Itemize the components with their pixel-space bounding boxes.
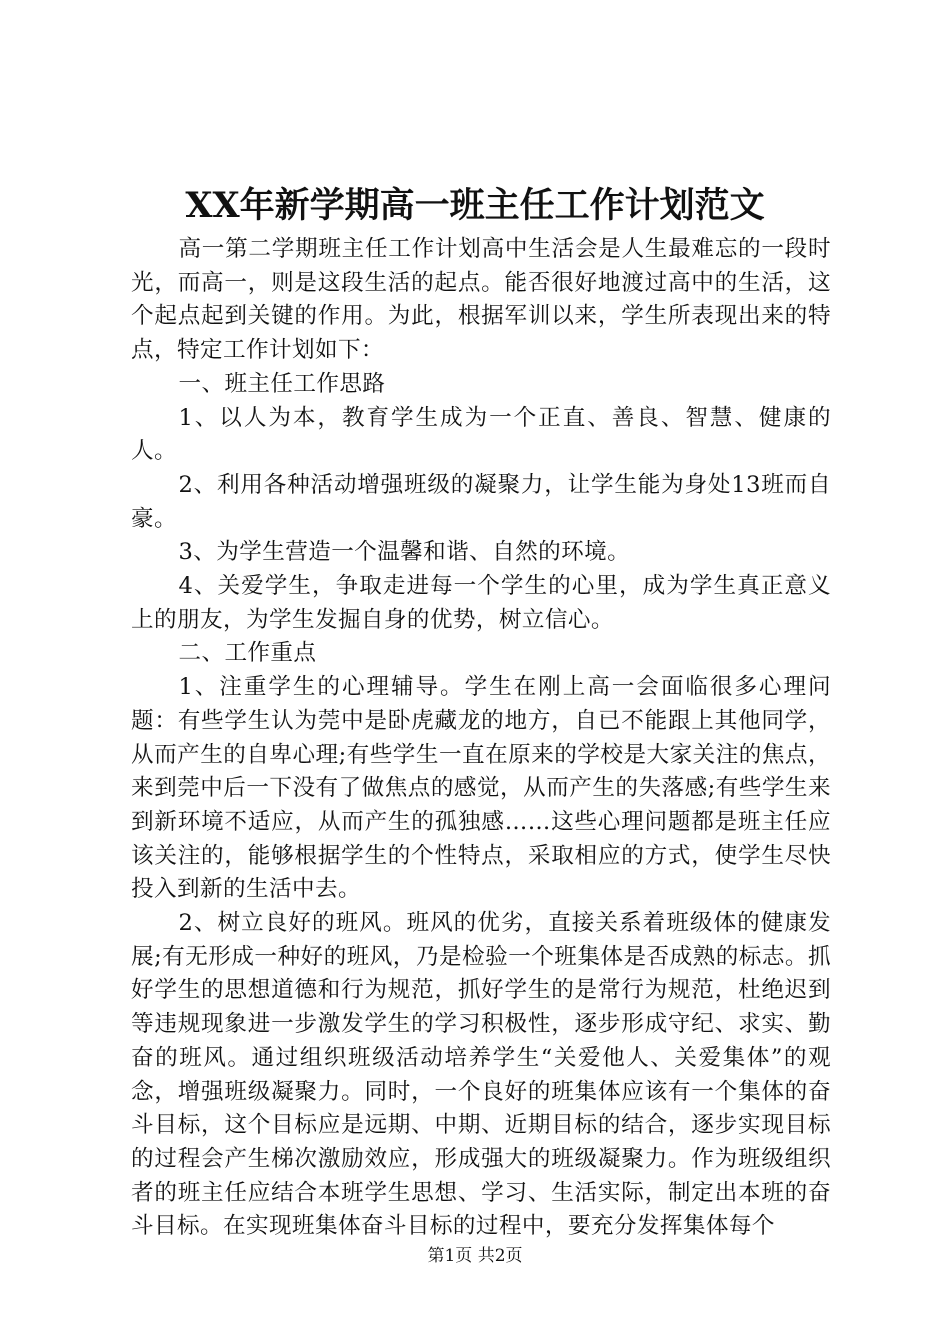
paragraph-intro: 高一第二学期班主任工作计划高中生活会是人生最难忘的一段时光，而高一，则是这段生活的起点。能否很好地渡过高中的生活，这个起点起到关键的作用。为此，根据军训以来，学生所表现出来的特点，特定工作计划如下： <box>131 236 831 364</box>
paragraph-focus-1: 1、注重学生的心理辅导。学生在刚上高一会面临很多心理问题：有些学生认为莞中是卧虎藏龙的地方，自已不能跟上其他同学，从而产生的自卑心理;有些学生一直在原来的学校是大家关注的焦点，来到莞中后一下没有了做焦点的感觉，从而产生的失落感;有些学生来到新环境不适应，从而产生的孤独感……这些心理问题都是班主任应该关注的，能够根据学生的个性特点，采取相应的方式，使学生尽快投入到新的生活中去。 <box>131 674 831 903</box>
paragraph-focus-2: 2、树立良好的班风。班风的优劣，直接关系着班级体的健康发展;有无形成一种好的班风，乃是检验一个班集体是否成熟的标志。抓好学生的思想道德和行为规范，抓好学生的是常行为规范，杜绝迟到等违规现象进一步激发学生的学习积极性，逐步形成守纪、求实、勤奋的班风。通过组织班级活动培养学生“关爱他人、关爱集体”的观念，增强班级凝聚力。同时，一个良好的班集体应该有一个集体的奋斗目标，这个目标应是远期、中期、近期目标的结合，逐步实现目标的过程会产生梯次激励效应，形成强大的班级凝聚力。作为班级组织者的班主任应结合本班学生思想、学习、生活实际，制定出本班的奋斗目标。在实现班集体奋斗目标的过程中，要充分发挥集体每个 <box>131 910 831 1240</box>
paragraph-item-1: 1、以人为本，教育学生成为一个正直、善良、智慧、健康的人。 <box>131 404 831 465</box>
section-heading-1: 一、班主任工作思路 <box>178 370 386 397</box>
paragraph-item-4: 4、关爱学生，争取走进每一个学生的心里，成为学生真正意义上的朋友，为学生发掘自身的优势，树立信心。 <box>131 573 831 633</box>
paragraph-item-3: 3、为学生营造一个温馨和谐、自然的环境。 <box>178 539 631 566</box>
page-number: 第1页 共2页 <box>427 1246 523 1266</box>
document-body <box>131 233 831 1244</box>
paragraph-item-2: 2、利用各种活动增强班级的凝聚力，让学生能为身处13班而自豪。 <box>131 471 831 532</box>
section-heading-2: 二、工作重点 <box>178 640 317 667</box>
document-title: XX年新学期高一班主任工作计划范文 <box>185 185 765 226</box>
